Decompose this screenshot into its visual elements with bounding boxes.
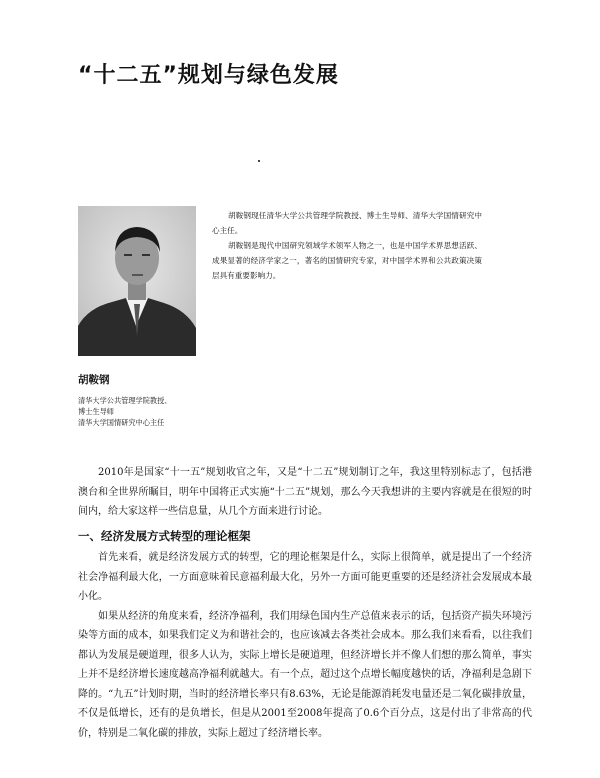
author-affiliation: 清华大学公共管理学院教授、 <box>78 396 172 405</box>
body-paragraph: 如果从经济的角度来看，经济净福利，我们用绿色国内生产总值来表示的话，包括资产损失环境污染等方面的成本，如果我们定义为和谐社会的，也应该减去各类社会成本。那么我们来看看，以往我们都认为发展是硬道理，很多人认为，实际上增长是硬道理，但经济增长并不像人们想的那么简单，事实上并不是经济增长速度越高净福利就越大。有一个点，超过这个点增长幅度越快的话，净福利是急剧下降的。“九五”计划时期，当时的经济增长率只有8.63%，无论是能源消耗发电量还是二氧化碳排放量，不仅是低增长，还有的是负增长，但是从2001至2008年提高了0.6个百分点，这是付出了非常高的代价，特别是二氧化碳的排放，实际上超过了经济增长率。 <box>78 610 532 739</box>
author-bio <box>212 208 482 283</box>
author-caption <box>78 372 278 428</box>
author-photo <box>78 206 196 356</box>
article-title: “十二五”规划与绿色发展 <box>78 63 339 88</box>
section-heading: 一、经济发展方式转型的理论框架 <box>78 529 251 543</box>
bio-paragraph: 胡鞍钢现任清华大学公共管理学院教授、博士生导师、清华大学国情研究中心主任。 <box>212 211 482 235</box>
author-affiliation: 博士生导师 <box>78 407 114 416</box>
section-body <box>78 548 532 743</box>
intro-text: 2010年是国家“十一五”规划收官之年，又是“十二五”规划制订之年，我这里特别标志了，包括港澳台和全世界所瞩目，明年中国将正式实施“十二五”规划，那么今天我想讲的主要内容就是在很短的时间内，给大家这样一些信息量，从几个方面来进行讨论。 <box>78 467 532 517</box>
intro-paragraph <box>78 463 532 522</box>
author-name: 胡鞍钢 <box>78 374 110 386</box>
author-affiliation: 清华大学国情研究中心主任 <box>78 418 165 427</box>
body-paragraph: 首先来看，就是经济发展方式的转型，它的理论框架是什么，实际上很简单，就是提出了一个经济社会净福利最大化，一方面意味着民意福利最大化，另外一方面可能更重要的还是经济社会发展成本最小化。 <box>78 552 532 602</box>
stray-mark <box>258 160 260 162</box>
bio-paragraph: 胡鞍钢是现代中国研究领域学术领军人物之一，也是中国学术界思想活跃、成果显著的经济学家之一，著名的国情研究专家，对中国学术界和公共政策决策层具有重要影响力。 <box>212 241 482 280</box>
